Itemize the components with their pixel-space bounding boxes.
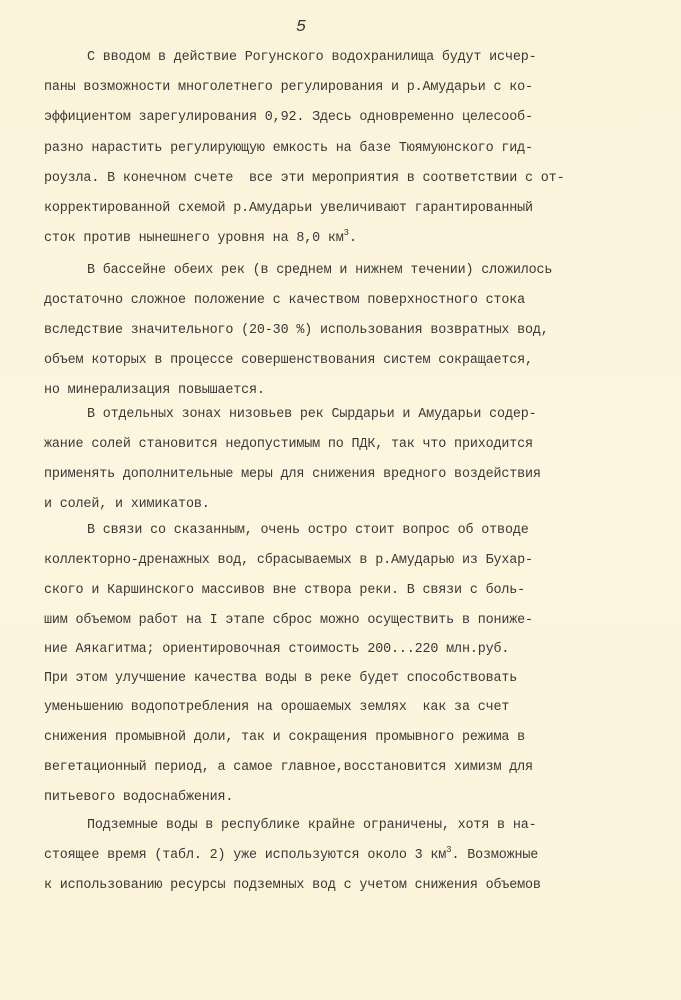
text-line: паны возможности многолетнего регулирования и р.Амударьи с ко- [44, 80, 533, 95]
superscript: 3 [343, 228, 349, 238]
text-line: В отдельных зонах низовьев рек Сырдарьи и Амударьи содер- [87, 407, 537, 422]
text-line: роузла. В конечном счете все эти мероприятия в соответствии с от- [44, 171, 565, 186]
text-line: вследствие значительного (20-30 %) использования возвратных вод, [44, 323, 549, 338]
text-line: В бассейне обеих рек (в среднем и нижнем течении) сложилось [87, 263, 553, 278]
text-line: В связи со сказанным, очень остро стоит вопрос об отводе [87, 523, 529, 538]
text-line: стоящее время (табл. 2) уже используются около 3 $км^3$. Возможные [44, 845, 539, 863]
text-line: уменьшению водопотребления на орошаемых землях как за счет [44, 700, 510, 715]
text-line: шим объемом работ на I этапе сброс можно осуществить в пониже- [44, 613, 533, 628]
text-line: жание солей становится недопустимым по ПДК, так что приходится [44, 437, 533, 452]
text-line: При этом улучшение качества воды в реке будет способствовать [44, 671, 518, 686]
text-line: но минерализация повышается. [44, 383, 265, 398]
text-line: к использованию ресурсы подземных вод с учетом снижения объемов [44, 878, 541, 893]
text-line: разно нарастить регулирующую емкость на базе Тюямуюнского гид- [44, 141, 533, 156]
text-line: ского и Каршинского массивов вне створа реки. В связи с боль- [44, 583, 526, 598]
text-line: сток против нынешнего уровня на 8,0 $км^3$. [44, 228, 357, 246]
text-line: питьевого водоснабжения. [44, 790, 234, 805]
text-line: С вводом в действие Рогунского водохранилища будут исчер- [87, 50, 537, 65]
text-line: снижения промывной доли, так и сокращения промывного режима в [44, 730, 526, 745]
text-line: ние Аякагитма; ориентировочная стоимость 200...220 млн.руб. [44, 642, 510, 657]
page-number: 5 [296, 18, 307, 37]
text-line: коллекторно-дренажных вод, сбрасываемых в р.Амударью из Бухар- [44, 553, 533, 568]
superscript: 3 [446, 845, 452, 855]
text-line: применять дополнительные меры для снижения вредного воздействия [44, 467, 541, 482]
text-line: объем которых в процессе совершенствования систем сокращается, [44, 353, 533, 368]
text-line: достаточно сложное положение с качеством поверхностного стока [44, 293, 526, 308]
text-line: корректированной схемой р.Амударьи увеличивают гарантированный [44, 201, 533, 216]
text-line: Подземные воды в республике крайне ограничены, хотя в на- [87, 818, 537, 833]
text-line: эффициентом зарегулирования 0,92. Здесь одновременно целесооб- [44, 110, 533, 125]
text-line: и солей, и химикатов. [44, 497, 210, 512]
text-line: вегетационный период, а самое главное,восстановится химизм для [44, 760, 533, 775]
